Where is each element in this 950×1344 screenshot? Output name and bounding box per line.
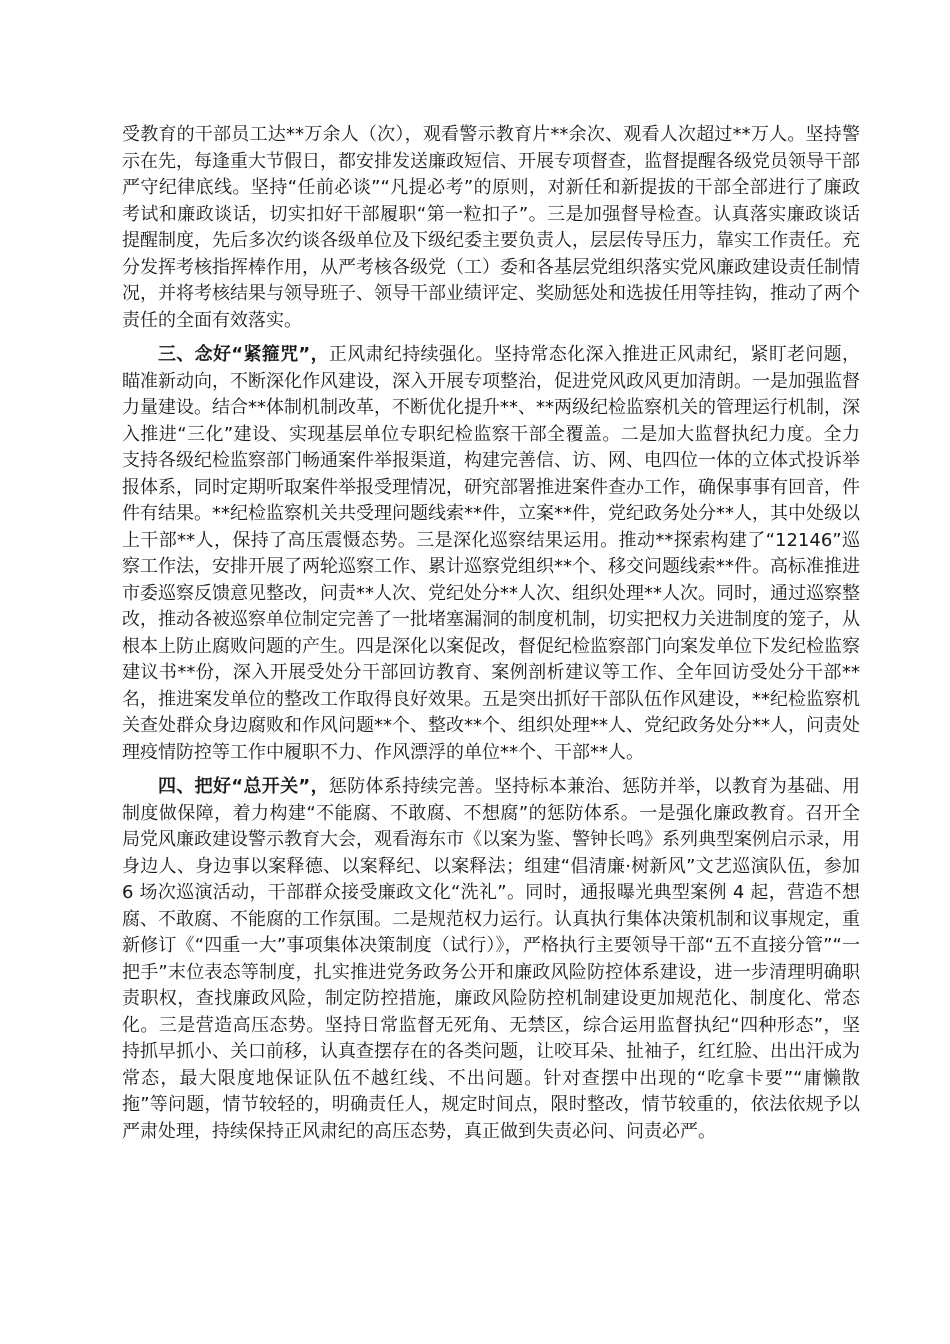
- paragraph-3: [122, 774, 860, 1145]
- document-page: [122, 122, 860, 1145]
- paragraph-1-text: 受教育的干部员工达**万余人（次），观看警示教育片**余次、观看人次超过**万人。坚持警示在先，每逢重大节假日，都安排发送廉政短信、开展专项督查，监督提醒各级党员领导干部严守纪律底线。坚持“任前必谈”“凡提必考”的原则，对新任和新提拔的干部全部进行了廉政考试和廉政谈话，切实扣好干部履职“第一粒扣子”。三是加强督导检查。认真落实廉政谈话提醒制度，先后多次约谈各级单位及下级纪委主要负责人，层层传导压力，靠实工作责任。充分发挥考核指挥棒作用，从严考核各级党（工）委和各基层党组织落实党风廉政建设责任制情况，并将考核结果与领导班子、领导干部业绩评定、奖励惩处和选拔任用等挂钩，推动了两个责任的全面有效落实。: [122, 124, 860, 331]
- paragraph-3-heading: 四、把好“总开关”，: [158, 776, 329, 797]
- paragraph-3-text: 惩防体系持续完善。坚持标本兼治、惩防并举，以教育为基础、用制度做保障，着力构建“不能腐、不敢腐、不想腐”的惩防体系。一是强化廉政教育。召开全局党风廉政建设警示教育大会，观看海东市《以案为鉴、警钟长鸣》系列典型案例启示录，用身边人、身边事以案释德、以案释纪、以案释法；组建“倡清廉·树新风”文艺巡演队伍，参加 6 场次巡演活动，干部群众接受廉政文化“洗礼”。同时，通报曝光典型案例 4 起，营造不想腐、不敢腐、不能腐的工作氛围。二是规范权力运行。认真执行集体决策机制和议事规定，重新修订《“四重一大”事项集体决策制度（试行）》，严格执行主要领导干部“五不直接分管”“一把手”末位表态等制度，扎实推进党务政务公开和廉政风险防控体系建设，进一步清理明确职责职权，查找廉政风险，制定防控措施，廉政风险防控机制建设更加规范化、制度化、常态化。三是营造高压态势。坚持日常监督无死角、无禁区，综合运用监督执纪“四种形态”，坚持抓早抓小、关口前移，认真查摆存在的各类问题，让咬耳朵、扯袖子，红红脸、出出汗成为常态，最大限度地保证队伍不越红线、不出问题。针对查摆中出现的“吃拿卡要”“庸懒散拖”等问题，情节较轻的，明确责任人，规定时间点，限时整改，情节较重的，依法依规予以严肃处理，持续保持正风肃纪的高压态势，真正做到失责必问、问责必严。: [122, 776, 860, 1142]
- paragraph-2-text: 正风肃纪持续强化。坚持常态化深入推进正风肃纪，紧盯老问题，瞄准新动向，不断深化作风建设，深入开展专项整治，促进党风政风更加清朗。一是加强监督力量建设。结合**体制机制改革，不断优化提升**、**两级纪检监察机关的管理运行机制，深入推进“三化”建设、实现基层单位专职纪检监察干部全覆盖。二是加大监督执纪力度。全力支持各级纪检监察部门畅通案件举报渠道，构建完善信、访、网、电四位一体的立体式投诉举报体系，同时定期听取案件举报受理情况，研究部署推进案件查办工作，确保事事有回音，件件有结果。**纪检监察机关共受理问题线索**件，立案**件，党纪政务处分**人，其中处级以上干部**人，保持了高压震慑态势。三是深化巡察结果运用。推动**探索构建了“12146”巡察工作法，安排开展了两轮巡察工作、累计巡察党组织**个、移交问题线索**件。高标准推进市委巡察反馈意见整改，问责**人次、党纪处分**人次、组织处理**人次。同时，通过巡察整改，推动各被巡察单位制定完善了一批堵塞漏洞的制度机制，切实把权力关进制度的笼子，从根本上防止腐败问题的产生。四是深化以案促改，督促纪检监察部门向案发单位下发纪检监察建议书**份，深入开展受处分干部回访教育、案例剖析建议等工作、全年回访受处分干部**名，推进案发单位的整改工作取得良好效果。五是突出抓好干部队伍作风建设，**纪检监察机关查处群众身边腐败和作风问题**个、整改**个、组织处理**人、党纪政务处分**人，问责处理疫情防控等工作中履职不力、作风漂浮的单位**个、干部**人。: [122, 344, 860, 763]
- paragraph-2: [122, 342, 860, 766]
- paragraph-2-heading: 三、念好“紧箍咒”，: [158, 344, 329, 365]
- paragraph-1: [122, 122, 860, 334]
